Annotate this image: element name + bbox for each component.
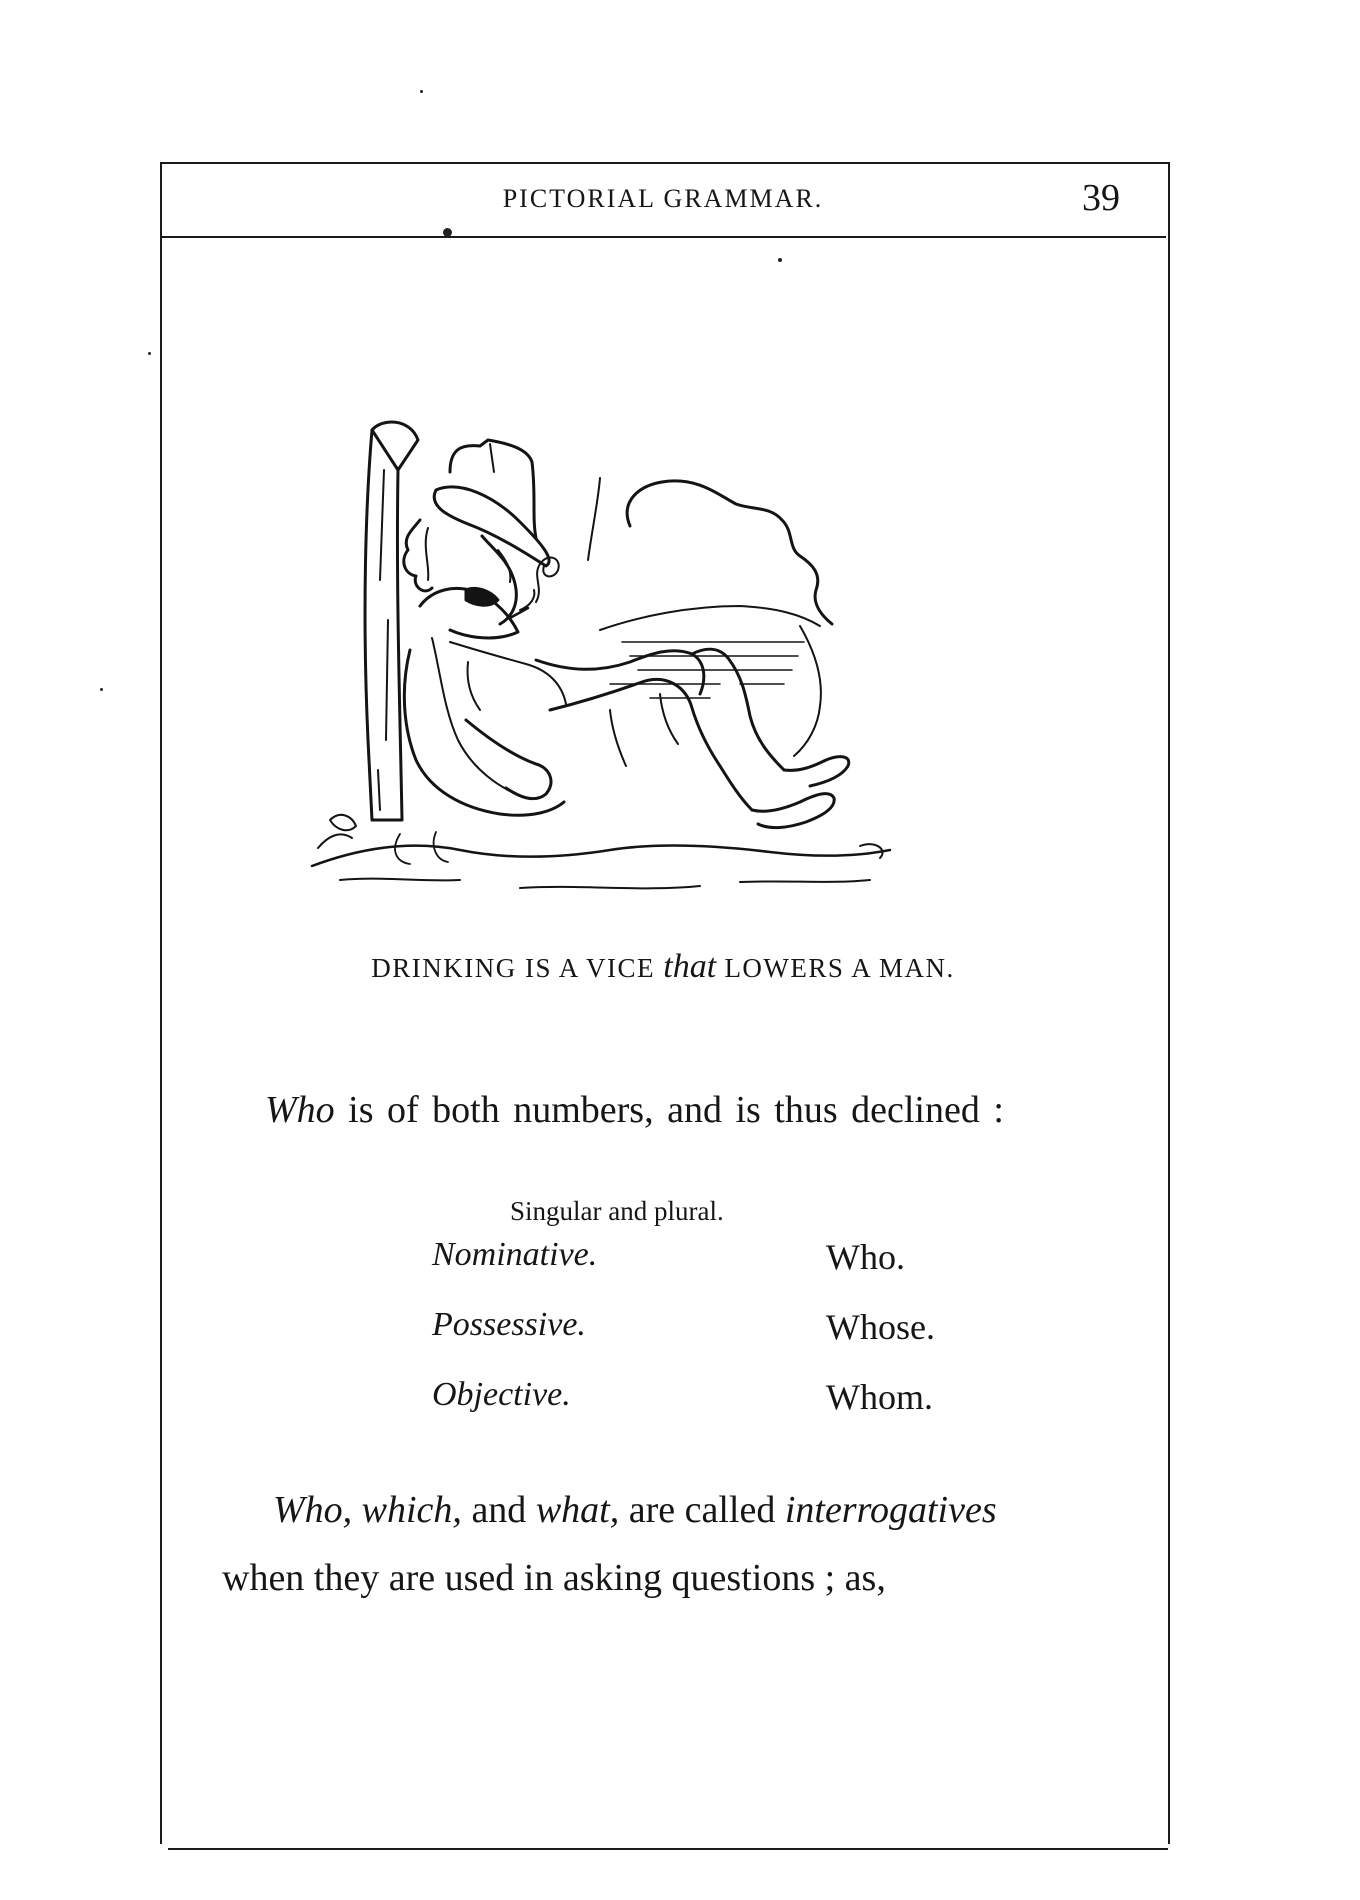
print-speck bbox=[100, 688, 103, 691]
declension-form: Who. bbox=[826, 1237, 905, 1277]
print-speck bbox=[148, 352, 151, 355]
print-speck bbox=[778, 258, 782, 262]
declension-case: Nominative. bbox=[432, 1236, 598, 1273]
declension-case: Objective. bbox=[432, 1376, 571, 1413]
declension-form: Whose. bbox=[826, 1307, 935, 1347]
paragraph-text: and bbox=[461, 1489, 536, 1531]
italic-word: which, bbox=[361, 1489, 462, 1531]
paragraph-interrogatives bbox=[273, 1488, 997, 1532]
declension-heading: Singular and plural. bbox=[510, 1196, 724, 1226]
caption-part: DRINKING IS A VICE bbox=[371, 953, 664, 983]
illustration-caption bbox=[160, 948, 1166, 986]
caption-italic-word: that bbox=[663, 948, 717, 985]
caption-part: LOWERS A MAN. bbox=[716, 953, 955, 983]
paragraph-text: are called bbox=[619, 1489, 785, 1531]
page-number: 39 bbox=[1082, 177, 1120, 219]
declension-case: Possessive. bbox=[432, 1306, 586, 1343]
bottom-rule bbox=[168, 1848, 1168, 1850]
italic-word: interrogatives bbox=[784, 1489, 997, 1531]
running-head bbox=[160, 162, 1166, 238]
drunk-man-illustration bbox=[300, 410, 1020, 920]
running-title: PICTORIAL GRAMMAR. bbox=[502, 184, 824, 213]
paragraph-declension-intro bbox=[265, 1088, 1004, 1132]
print-speck bbox=[443, 228, 452, 237]
paragraph-text: is of both numbers, and is thus declined : bbox=[334, 1089, 1004, 1131]
italic-word: what, bbox=[535, 1489, 620, 1531]
italic-word: Who, bbox=[273, 1489, 353, 1531]
paragraph-continuation: when they are used in asking questions ; as, bbox=[222, 1557, 886, 1599]
print-speck bbox=[420, 90, 423, 93]
declension-form: Whom. bbox=[826, 1377, 933, 1417]
italic-word: Who bbox=[265, 1089, 335, 1131]
